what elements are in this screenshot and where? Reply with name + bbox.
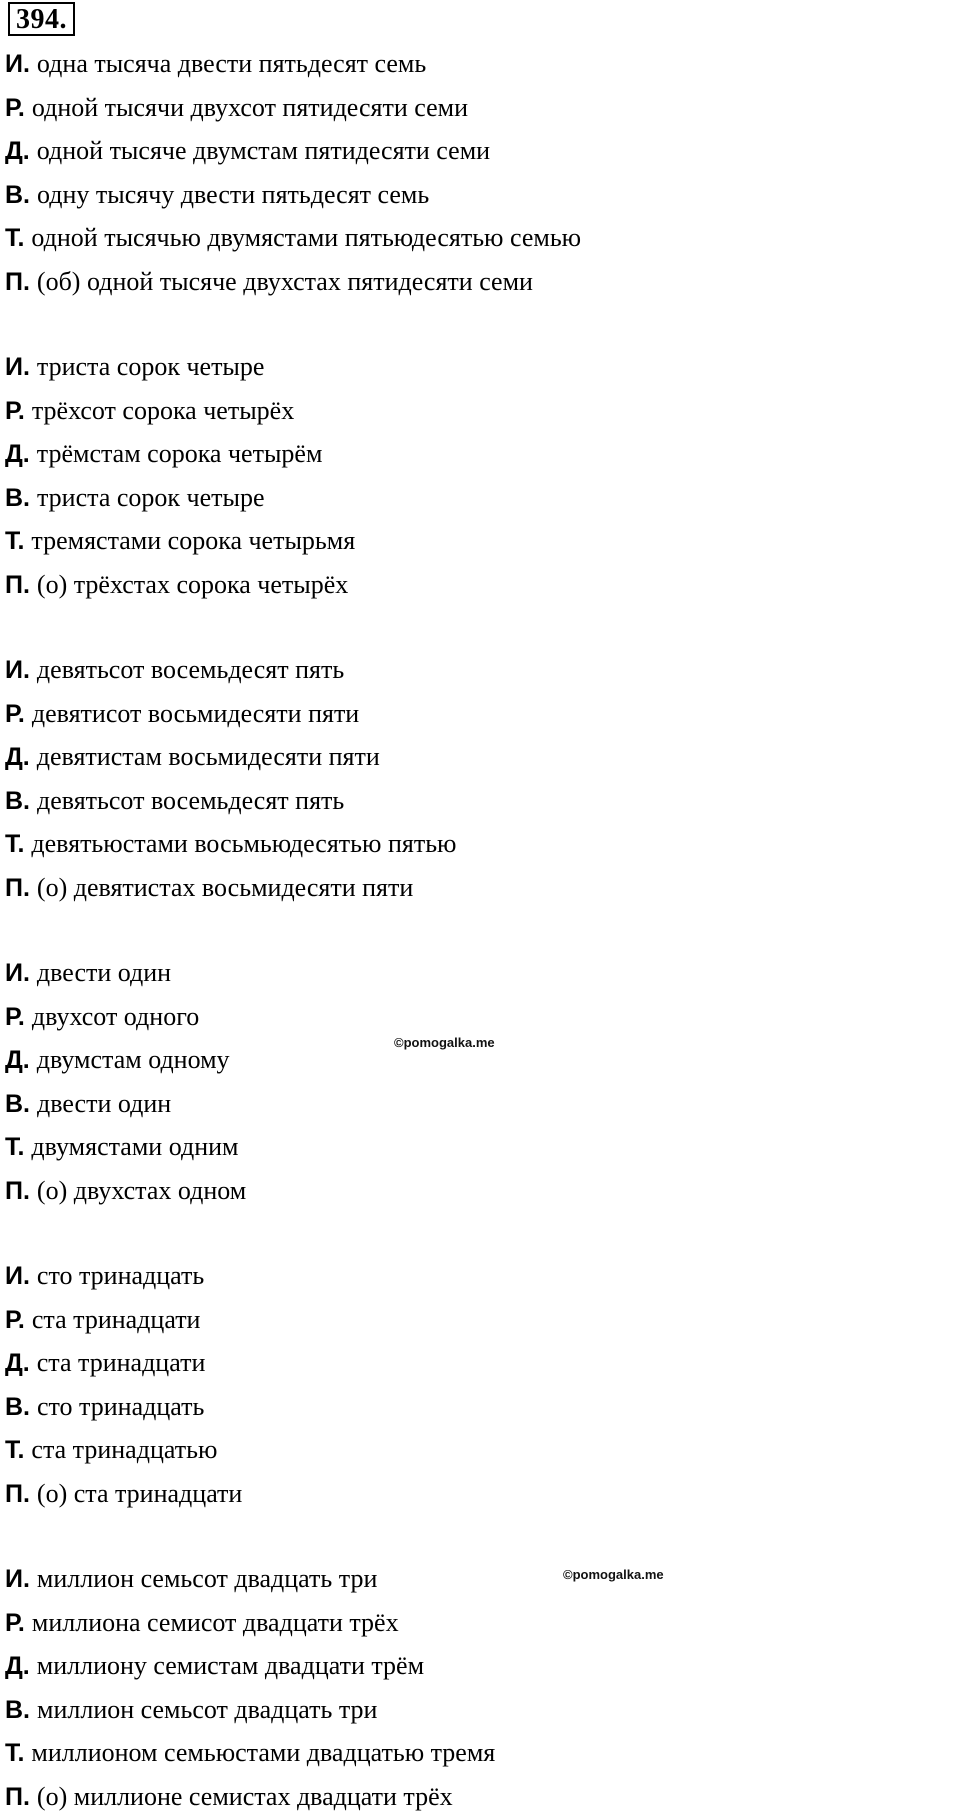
case-text: одной тысяче двумстам пятидесяти семи (36, 136, 491, 166)
case-label: Т. (5, 224, 25, 253)
case-line (5, 1428, 945, 1472)
case-label: И. (5, 959, 30, 987)
case-text: трёмстам сорока четырём (36, 439, 323, 469)
case-line (5, 519, 945, 563)
case-label: П. (5, 570, 30, 599)
case-label: Д. (5, 1046, 30, 1075)
watermark: ©pomogalka.me (563, 1567, 664, 1582)
task-number: 394. (8, 2, 75, 36)
numeral-block-985 (5, 648, 945, 910)
case-text: двумстам одному (36, 1045, 230, 1075)
case-label: Т. (5, 830, 25, 859)
case-label: Р. (5, 396, 25, 425)
case-line (5, 216, 945, 260)
case-label: П. (5, 873, 30, 902)
case-line (5, 432, 945, 476)
case-line (5, 1688, 945, 1732)
case-line (5, 822, 945, 866)
case-line (5, 260, 945, 304)
case-text: одной тысячью двумястами пятьюдесятью семью (31, 223, 582, 253)
case-label: Д. (5, 1349, 30, 1378)
case-text: миллиону семистам двадцати трём (36, 1651, 425, 1681)
case-line (5, 1731, 945, 1775)
case-text: триста сорок четыре (36, 352, 265, 381)
case-label: В. (5, 483, 30, 512)
numeral-block-1723 (5, 1557, 945, 1819)
case-label: Д. (5, 137, 30, 166)
numeral-block-201 (5, 951, 945, 1213)
case-line (5, 1125, 945, 1169)
case-text: трёхсот сорока четырёх (31, 395, 295, 425)
numeral-block-1257 (5, 42, 945, 304)
case-label: Т. (5, 1133, 25, 1162)
case-line (5, 1254, 945, 1298)
case-line (5, 1385, 945, 1429)
case-line (5, 692, 945, 736)
case-line (5, 129, 945, 173)
case-label: Р. (5, 1305, 25, 1334)
case-line (5, 1341, 945, 1385)
case-text: девятистам восьмидесяти пяти (36, 742, 380, 772)
case-line (5, 1298, 945, 1342)
case-label: Р. (5, 699, 25, 728)
case-line (5, 779, 945, 823)
case-label: П. (5, 1479, 30, 1508)
case-label: В. (5, 1392, 30, 1421)
case-label: Д. (5, 743, 30, 772)
case-text: ста тринадцатью (31, 1435, 218, 1465)
case-text: девятьюстами восьмьюдесятью пятью (31, 829, 457, 859)
case-line (5, 1644, 945, 1688)
case-line (5, 951, 945, 995)
case-line (5, 86, 945, 130)
case-text: триста сорок четыре (37, 482, 265, 512)
case-text: (о) трёхстах сорока четырёх (36, 569, 349, 599)
case-text: (о) ста тринадцати (36, 1478, 243, 1508)
case-label: Р. (5, 1002, 25, 1031)
case-label: Р. (5, 1608, 25, 1637)
case-text: (о) миллионе семистах двадцати трёх (36, 1781, 453, 1811)
case-line (5, 1082, 945, 1126)
case-line (5, 389, 945, 433)
case-line (5, 42, 945, 86)
case-text: миллион семьсот двадцать три (36, 1564, 378, 1593)
case-text: девятьсот восемьдесят пять (36, 655, 345, 684)
case-text: девятьсот восемьдесят пять (37, 785, 345, 815)
case-line (5, 173, 945, 217)
case-label: В. (5, 786, 30, 815)
case-text: (о) девятистах восьмидесяти пяти (36, 872, 414, 902)
case-line (5, 995, 945, 1039)
case-text: одной тысячи двухсот пятидесяти семи (31, 92, 469, 122)
case-text: двести один (37, 1088, 172, 1118)
case-text: миллион семьсот двадцать три (37, 1694, 378, 1724)
case-text: двести один (36, 958, 172, 987)
case-label: Т. (5, 1436, 25, 1465)
case-text: девятисот восьмидесяти пяти (31, 698, 360, 728)
case-text: ста тринадцати (36, 1348, 206, 1378)
case-text: (о) двухстах одном (36, 1175, 247, 1205)
case-label: Д. (5, 1652, 30, 1681)
case-label: И. (5, 353, 30, 381)
case-label: В. (5, 180, 30, 209)
case-text: ста тринадцати (31, 1304, 201, 1334)
case-line (5, 648, 945, 692)
case-line (5, 1775, 945, 1819)
case-label: В. (5, 1695, 30, 1724)
case-line (5, 1601, 945, 1645)
case-text: миллионом семьюстами двадцатью тремя (31, 1738, 496, 1768)
case-label: Д. (5, 440, 30, 469)
case-text: одну тысячу двести пятьдесят семь (37, 179, 430, 209)
case-text: (об) одной тысяче двухстах пятидесяти семи (36, 266, 533, 296)
numeral-block-113 (5, 1254, 945, 1516)
case-text: миллиона семисот двадцати трёх (31, 1607, 399, 1637)
case-label: Т. (5, 1739, 25, 1768)
case-label: И. (5, 50, 30, 78)
case-text: одна тысяча двести пятьдесят семь (36, 49, 427, 78)
case-line (5, 1472, 945, 1516)
case-line (5, 563, 945, 607)
case-label: В. (5, 1089, 30, 1118)
case-line (5, 476, 945, 520)
case-text: сто тринадцать (37, 1391, 205, 1421)
case-label: Т. (5, 527, 25, 556)
case-label: П. (5, 1782, 30, 1811)
case-line (5, 1557, 945, 1601)
case-label: Р. (5, 93, 25, 122)
case-text: двумястами одним (31, 1132, 239, 1162)
case-line (5, 1169, 945, 1213)
case-label: И. (5, 656, 30, 684)
case-text: двухсот одного (31, 1001, 200, 1031)
numeral-block-344 (5, 345, 945, 607)
case-text: тремястами сорока четырьмя (31, 526, 356, 556)
watermark: ©pomogalka.me (394, 1035, 495, 1050)
case-label: И. (5, 1262, 30, 1290)
case-label: И. (5, 1565, 30, 1593)
case-line (5, 735, 945, 779)
case-label: П. (5, 267, 30, 296)
case-label: П. (5, 1176, 30, 1205)
case-line (5, 345, 945, 389)
case-line (5, 866, 945, 910)
case-text: сто тринадцать (36, 1261, 205, 1290)
